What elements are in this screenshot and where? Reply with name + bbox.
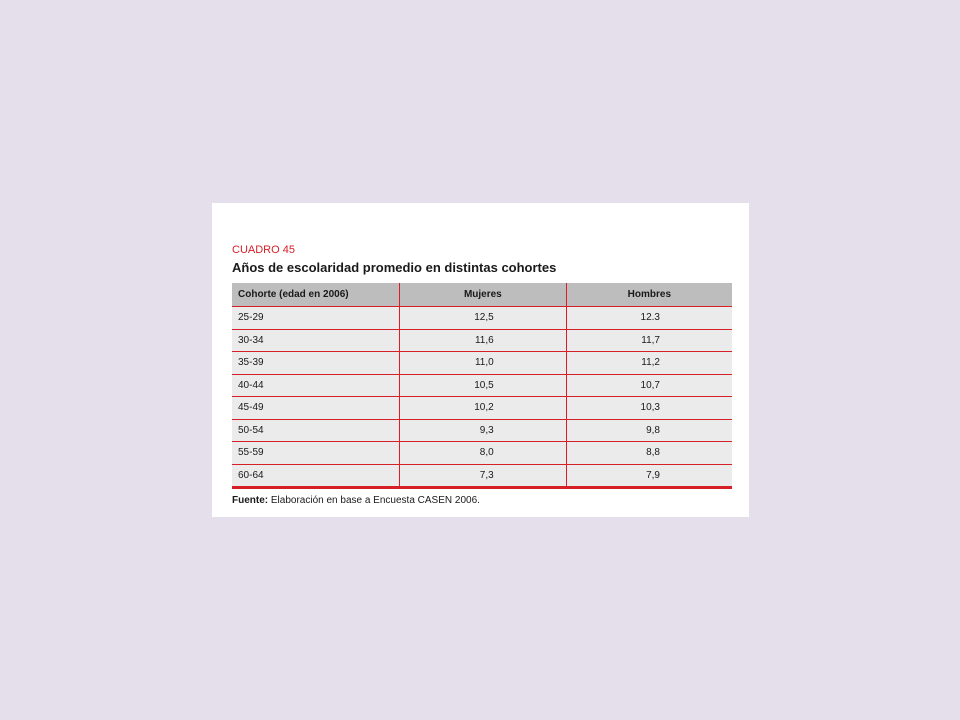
table-row <box>232 397 732 420</box>
table-row <box>232 374 732 397</box>
table-row <box>232 352 732 375</box>
cell-hombres: 11,7 <box>566 329 732 352</box>
table-row <box>232 307 732 330</box>
cell-mujeres: 11,6 <box>400 329 567 352</box>
header-hombres: Hombres <box>566 283 732 307</box>
cell-mujeres: 10,5 <box>400 374 567 397</box>
table-card <box>212 203 749 517</box>
cuadro-label: CUADRO 45 <box>232 244 295 256</box>
table-row <box>232 464 732 488</box>
cell-mujeres: 9,3 <box>400 419 567 442</box>
cell-hombres: 10,7 <box>566 374 732 397</box>
cell-mujeres: 10,2 <box>400 397 567 420</box>
table-header-row <box>232 283 732 307</box>
cell-cohorte: 25-29 <box>232 307 400 330</box>
cell-cohorte: 40-44 <box>232 374 400 397</box>
cell-hombres: 12.3 <box>566 307 732 330</box>
cell-hombres: 9,8 <box>566 419 732 442</box>
header-cohorte: Cohorte (edad en 2006) <box>232 283 400 307</box>
table-row <box>232 419 732 442</box>
cell-cohorte: 30-34 <box>232 329 400 352</box>
cell-cohorte: 50-54 <box>232 419 400 442</box>
cell-mujeres: 8,0 <box>400 442 567 465</box>
source-label: Fuente: <box>232 495 269 506</box>
table-row <box>232 442 732 465</box>
cell-mujeres: 12,5 <box>400 307 567 330</box>
cell-hombres: 10,3 <box>566 397 732 420</box>
cell-hombres: 8,8 <box>566 442 732 465</box>
cell-hombres: 7,9 <box>566 464 732 488</box>
source-note <box>232 495 480 506</box>
cell-hombres: 11,2 <box>566 352 732 375</box>
cell-mujeres: 7,3 <box>400 464 567 488</box>
cell-mujeres: 11,0 <box>400 352 567 375</box>
cuadro-title: Años de escolaridad promedio en distintas cohortes <box>232 260 557 275</box>
cell-cohorte: 45-49 <box>232 397 400 420</box>
header-mujeres: Mujeres <box>400 283 567 307</box>
source-text: Elaboración en base a Encuesta CASEN 2006. <box>268 495 480 506</box>
cell-cohorte: 55-59 <box>232 442 400 465</box>
table-row <box>232 329 732 352</box>
cell-cohorte: 35-39 <box>232 352 400 375</box>
cell-cohorte: 60-64 <box>232 464 400 488</box>
data-table <box>232 283 732 489</box>
